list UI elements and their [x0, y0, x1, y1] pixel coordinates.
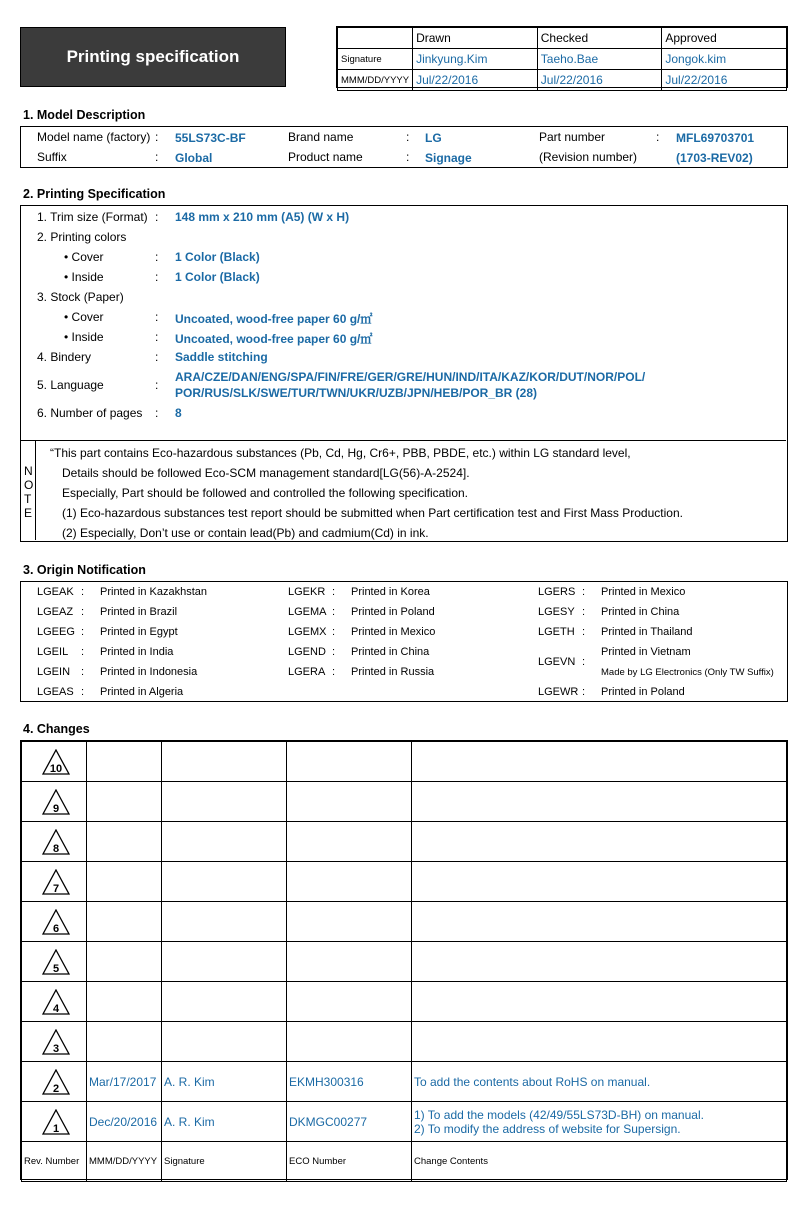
inside-color-value: 1 Color (Black) [175, 270, 260, 284]
change-eco [287, 742, 412, 782]
change-eco [287, 822, 412, 862]
revision-triangle-icon [42, 749, 70, 775]
approval-row-label: MMM/DD/YYYY [338, 70, 413, 91]
revision-triangle-icon [42, 949, 70, 975]
changes-row [22, 862, 787, 902]
suffix-label: Suffix [37, 150, 67, 164]
colon: : [81, 686, 85, 698]
revision-number: 7 [52, 882, 60, 895]
date-approved: Jul/22/2016 [662, 70, 787, 91]
colon: : [582, 586, 586, 598]
approval-corner [338, 28, 413, 49]
change-date [87, 742, 162, 782]
bindery-value: Saddle stitching [175, 350, 268, 364]
colon: : [332, 626, 336, 638]
approval-table [336, 26, 788, 88]
change-content [412, 1022, 787, 1062]
change-signature [162, 822, 287, 862]
changes-table [20, 740, 788, 1180]
colon: : [81, 586, 85, 598]
colon: : [332, 586, 336, 598]
model-box [20, 126, 788, 168]
origin-country: Printed in Mexico [351, 626, 436, 638]
changes-col-header: ECO Number [287, 1142, 412, 1182]
bindery-label: 4. Bindery [37, 350, 92, 364]
revision-number: 9 [52, 802, 60, 815]
pages-label: 6. Number of pages [37, 406, 143, 420]
note-letter: T [24, 492, 32, 506]
change-content [412, 902, 787, 942]
changes-row [22, 742, 787, 782]
changes-col-header: MMM/DD/YYYY [87, 1142, 162, 1182]
origin-country: Printed in Russia [351, 666, 435, 678]
colon: : [81, 626, 85, 638]
origin-code: LGEKR [288, 586, 326, 598]
revision-triangle-icon [42, 1029, 70, 1055]
inside-stock-label: • Inside [64, 330, 104, 344]
inside-color-label: • Inside [64, 270, 104, 284]
note-line: “This part contains Eco-hazardous substances (Pb, Cd, Hg, Cr6+, PBB, PBDE, etc.) within LG standard level, [50, 446, 631, 460]
origin-code: LGEIN [37, 666, 71, 678]
colon: : [582, 656, 586, 668]
change-content [412, 862, 787, 902]
approval-header: Drawn [413, 28, 538, 49]
revision-number: 1 [52, 1122, 60, 1135]
note-line: (1) Eco-hazardous substances test report should be submitted when Part certification test and First Mass Production. [62, 506, 683, 520]
rev-cell [22, 902, 87, 942]
origin-box [20, 581, 788, 702]
colors-label: 2. Printing colors [37, 230, 127, 244]
changes-footer-row [22, 1142, 787, 1182]
origin-code: LGERA [288, 666, 326, 678]
change-eco: DKMGC00277 [287, 1102, 412, 1142]
colon: : [81, 646, 85, 658]
origin-country: Printed in Poland [351, 606, 435, 618]
origin-country: Printed in Mexico [601, 586, 686, 598]
colon: : [582, 606, 586, 618]
changes-row [22, 982, 787, 1022]
product-value: Signage [425, 151, 472, 165]
change-date [87, 902, 162, 942]
change-signature [162, 942, 287, 982]
change-content [412, 982, 787, 1022]
origin-code: LGEAZ [37, 606, 74, 618]
revision-label: (Revision number) [539, 150, 638, 164]
origin-country: Printed in Kazakhstan [100, 586, 208, 598]
change-eco [287, 902, 412, 942]
change-date [87, 782, 162, 822]
suffix-value: Global [175, 151, 213, 165]
revision-triangle-icon [42, 829, 70, 855]
signature-drawn: Jinkyung.Kim [413, 49, 538, 70]
revision-triangle-icon [42, 869, 70, 895]
origin-code: LGEND [288, 646, 326, 658]
approval-header: Approved [662, 28, 787, 49]
model-name-value: 55LS73C-BF [175, 131, 246, 145]
revision-value: (1703-REV02) [676, 151, 753, 165]
origin-country: Printed in Brazil [100, 606, 178, 618]
revision-triangle-icon [42, 789, 70, 815]
origin-note: Made by LG Electronics (Only TW Suffix) [601, 667, 774, 678]
printing-box [20, 205, 788, 542]
origin-code: LGETH [538, 626, 575, 638]
date-drawn: Jul/22/2016 [413, 70, 538, 91]
cover-color-label: • Cover [64, 250, 104, 264]
trim-value: 148 mm x 210 mm (A5) (W x H) [175, 210, 350, 224]
revision-number: 4 [52, 1002, 60, 1015]
origin-country: Printed in China [351, 646, 430, 658]
colon: : [155, 310, 159, 324]
change-signature [162, 782, 287, 822]
trim-label: 1. Trim size (Format) [37, 210, 148, 224]
revision-number: 10 [49, 762, 63, 775]
origin-country: Printed in Egypt [100, 626, 178, 638]
change-signature [162, 862, 287, 902]
approval-header: Checked [537, 28, 662, 49]
revision-number: 3 [52, 1042, 60, 1055]
changes-col-header: Signature [162, 1142, 287, 1182]
change-eco [287, 982, 412, 1022]
changes-col-header: Change Contents [412, 1142, 787, 1182]
colon: : [81, 666, 85, 678]
changes-col-header: Rev. Number [22, 1142, 87, 1182]
origin-country: Printed in India [100, 646, 174, 658]
signature-checked: Taeho.Bae [537, 49, 662, 70]
colon: : [656, 130, 660, 144]
revision-triangle-icon [42, 909, 70, 935]
changes-row [22, 1102, 787, 1142]
colon: : [81, 606, 85, 618]
origin-code: LGEVN [538, 656, 576, 668]
change-eco: EKMH300316 [287, 1062, 412, 1102]
origin-code: LGEMA [288, 606, 327, 618]
change-date: Dec/20/2016 [87, 1102, 162, 1142]
origin-code: LGEAS [37, 686, 74, 698]
note-letter: O [24, 478, 34, 492]
rev-cell [22, 742, 87, 782]
colon: : [155, 210, 159, 224]
change-date: Mar/17/2017 [87, 1062, 162, 1102]
product-label: Product name [288, 150, 363, 164]
rev-cell [22, 1062, 87, 1102]
origin-country: Printed in Indonesia [100, 666, 198, 678]
change-date [87, 982, 162, 1022]
colon: : [155, 270, 159, 284]
change-content: 1) To add the models (42/49/55LS73D-BH) on manual. 2) To modify the address of website for Supersign. [412, 1102, 787, 1142]
rev-cell [22, 1022, 87, 1062]
change-signature [162, 902, 287, 942]
rev-cell [22, 782, 87, 822]
change-content [412, 742, 787, 782]
signature-approved: Jongok.kim [662, 49, 787, 70]
origin-code: LGEIL [37, 646, 69, 658]
section-heading-origin: 3. Origin Notification [23, 563, 146, 577]
changes-row [22, 1022, 787, 1062]
rev-cell [22, 942, 87, 982]
origin-code: LGEMX [288, 626, 327, 638]
changes-row [22, 782, 787, 822]
revision-triangle-icon [42, 1109, 70, 1135]
change-eco [287, 1022, 412, 1062]
origin-country: Printed in Algeria [100, 686, 184, 698]
colon: : [582, 626, 586, 638]
stock-label: 3. Stock (Paper) [37, 290, 124, 304]
revision-number: 6 [52, 922, 60, 935]
origin-country: Printed in Korea [351, 586, 430, 598]
note-line: Details should be followed Eco-SCM management standard[LG(56)-A-2524]. [62, 466, 470, 480]
revision-triangle-icon [42, 989, 70, 1015]
part-value: MFL69703701 [676, 131, 755, 145]
rev-cell [22, 982, 87, 1022]
changes-row [22, 822, 787, 862]
change-eco [287, 862, 412, 902]
origin-code: LGERS [538, 586, 576, 598]
change-content [412, 782, 787, 822]
brand-value: LG [425, 131, 442, 145]
colon: : [155, 330, 159, 344]
note-letter: N [24, 464, 33, 478]
change-date [87, 822, 162, 862]
revision-number: 5 [52, 962, 60, 975]
language-label: 5. Language [37, 378, 104, 392]
change-signature: A. R. Kim [162, 1062, 287, 1102]
note-line: Especially, Part should be followed and controlled the following specification. [62, 486, 469, 500]
note-letter: E [24, 506, 33, 520]
change-eco [287, 942, 412, 982]
colon: : [155, 150, 159, 164]
colon: : [406, 130, 410, 144]
colon: : [155, 250, 159, 264]
brand-label: Brand name [288, 130, 354, 144]
note-divider [21, 440, 786, 441]
colon: : [332, 606, 336, 618]
change-signature [162, 742, 287, 782]
revision-number: 8 [52, 842, 60, 855]
change-signature [162, 1022, 287, 1062]
colon: : [155, 130, 159, 144]
note-letter-divider [35, 440, 36, 540]
note-line: (2) Especially, Don’t use or contain lead(Pb) and cadmium(Cd) in ink. [62, 526, 429, 540]
colon: : [406, 150, 410, 164]
origin-code: LGEAK [37, 586, 74, 598]
origin-code: LGESY [538, 606, 575, 618]
change-content: To add the contents about RoHS on manual. [412, 1062, 787, 1102]
cover-stock-label: • Cover [64, 310, 104, 324]
change-date [87, 942, 162, 982]
date-checked: Jul/22/2016 [537, 70, 662, 91]
change-signature [162, 982, 287, 1022]
rev-cell [22, 862, 87, 902]
language-line-2: POR/RUS/SLK/SWE/TUR/TWN/UKR/UZB/JPN/HEB/POR_BR (28) [175, 386, 538, 400]
change-eco [287, 782, 412, 822]
pages-value: 8 [175, 406, 182, 420]
origin-country: Printed in Thailand [601, 626, 693, 638]
colon: : [332, 646, 336, 658]
change-date [87, 862, 162, 902]
colon: : [155, 350, 159, 364]
change-content [412, 822, 787, 862]
rev-cell [22, 1102, 87, 1142]
revision-number: 2 [52, 1082, 60, 1095]
section-heading-model: 1. Model Description [23, 108, 146, 122]
origin-country: Printed in Poland [601, 686, 685, 698]
changes-row [22, 942, 787, 982]
cover-color-value: 1 Color (Black) [175, 250, 260, 264]
approval-row-label: Signature [338, 49, 413, 70]
colon: : [332, 666, 336, 678]
cover-stock-value: Uncoated, wood-free paper 60 g/㎡ [175, 312, 373, 326]
model-name-label: Model name (factory) [37, 130, 151, 144]
changes-row [22, 902, 787, 942]
change-signature: A. R. Kim [162, 1102, 287, 1142]
page-title: Printing specification [20, 27, 286, 87]
changes-row [22, 1062, 787, 1102]
origin-code: LGEWR [538, 686, 579, 698]
change-date [87, 1022, 162, 1062]
part-label: Part number [539, 130, 606, 144]
origin-country: Printed in Vietnam [601, 646, 691, 658]
language-line-1: ARA/CZE/DAN/ENG/SPA/FIN/FRE/GER/GRE/HUN/IND/ITA/KAZ/KOR/DUT/NOR/POL/ [175, 370, 646, 384]
section-heading-changes: 4. Changes [23, 722, 90, 736]
origin-code: LGEEG [37, 626, 75, 638]
inside-stock-value: Uncoated, wood-free paper 60 g/㎡ [175, 332, 373, 346]
rev-cell [22, 822, 87, 862]
origin-country: Printed in China [601, 606, 680, 618]
colon: : [582, 686, 586, 698]
revision-triangle-icon [42, 1069, 70, 1095]
colon: : [155, 378, 159, 392]
section-heading-printing: 2. Printing Specification [23, 187, 166, 201]
colon: : [155, 406, 159, 420]
change-content [412, 942, 787, 982]
